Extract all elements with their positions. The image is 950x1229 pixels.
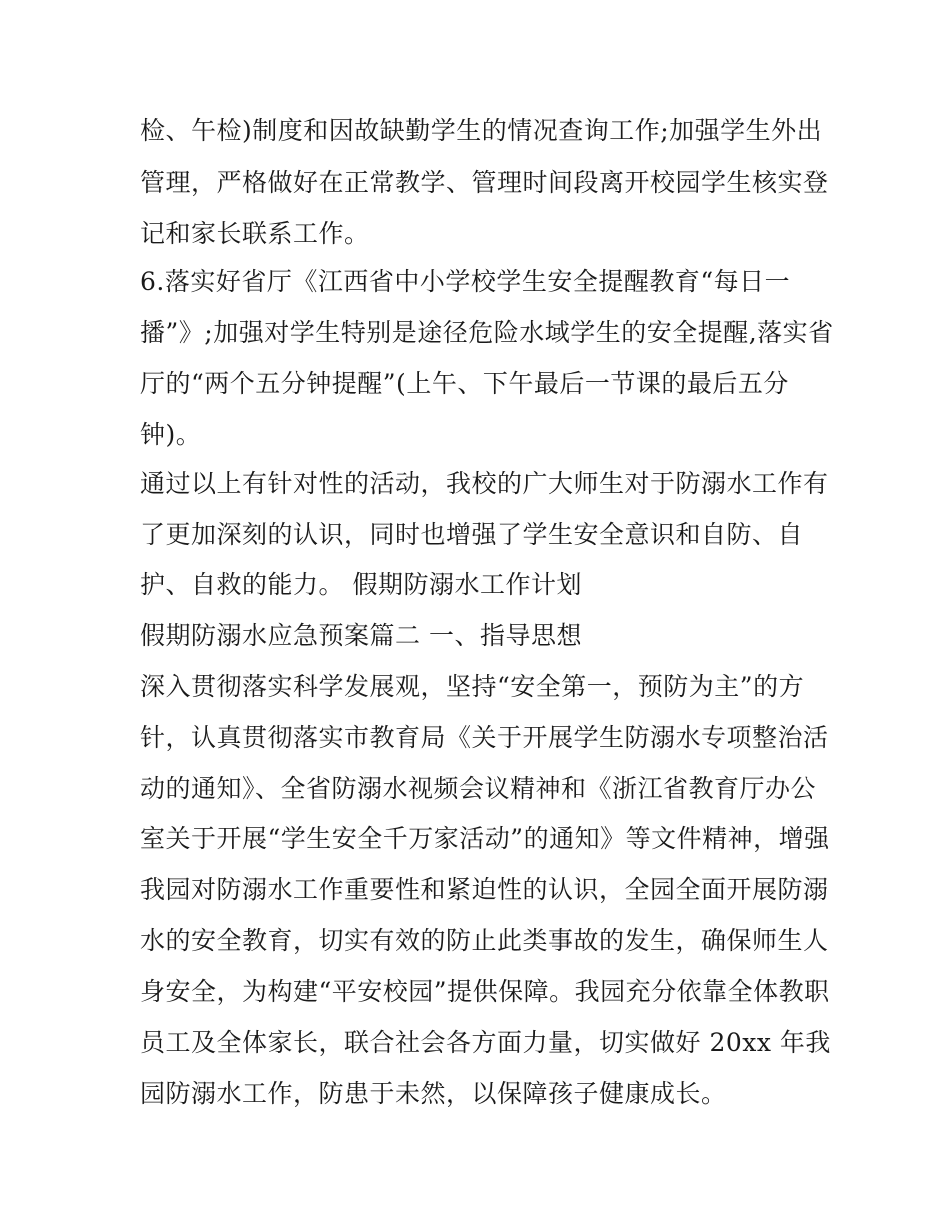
text-line: 记和家长联系工作。 [140,219,370,248]
text-line: 动的通知》、全省防溺水视频会议精神和《浙江省教育厅办公 [140,774,817,803]
text-line: 我园对防溺水工作重要性和紧迫性的认识，全园全面开展防溺 [140,875,829,904]
text-line: 深入贯彻落实科学发展观，坚持“安全第一，预防为主”的方 [140,672,805,701]
text-line: 通过以上有针对性的活动，我校的广大师生对于防溺水工作有 [140,469,829,498]
text-line: 员工及全体家长，联合社会各方面力量，切实做好 20xx 年我 [140,1028,831,1057]
text-line: 厅的“两个五分钟提醒”(上午、下午最后一节课的最后五分 [140,369,789,398]
text-line: 假期防溺水应急预案篇二 一、指导思想 [140,621,582,650]
text-line: 园防溺水工作，防患于未然，以保障孩子健康成长。 [140,1079,727,1108]
text-line: 了更加深刻的认识，同时也增强了学生安全意识和自防、自 [140,520,804,549]
text-line: 钟)。 [140,420,202,449]
text-line: 护、自救的能力。 假期防溺水工作计划 [140,570,582,599]
text-line: 播”》;加强对学生特别是途径危险水域学生的安全提醒,落实省 [140,318,834,347]
text-line: 针，认真贯彻落实市教育局《关于开展学生防溺水专项整治活 [140,723,829,752]
text-line: 管理，严格做好在正常教学、管理时间段离开校园学生核实登 [140,168,829,197]
text-line: 检、午检)制度和因故缺勤学生的情况查询工作;加强学生外出 [140,116,823,145]
text-line: 室关于开展“学生安全千万家活动”的通知》等文件精神，增强 [140,824,830,853]
text-line: 水的安全教育，切实有效的防止此类事故的发生，确保师生人 [140,926,829,955]
text-line: 身安全，为构建“平安校园”提供保障。我园充分依靠全体教职 [140,977,830,1006]
text-line: 6.落实好省厅《江西省中小学校学生安全提醒教育“每日一 [140,267,791,296]
